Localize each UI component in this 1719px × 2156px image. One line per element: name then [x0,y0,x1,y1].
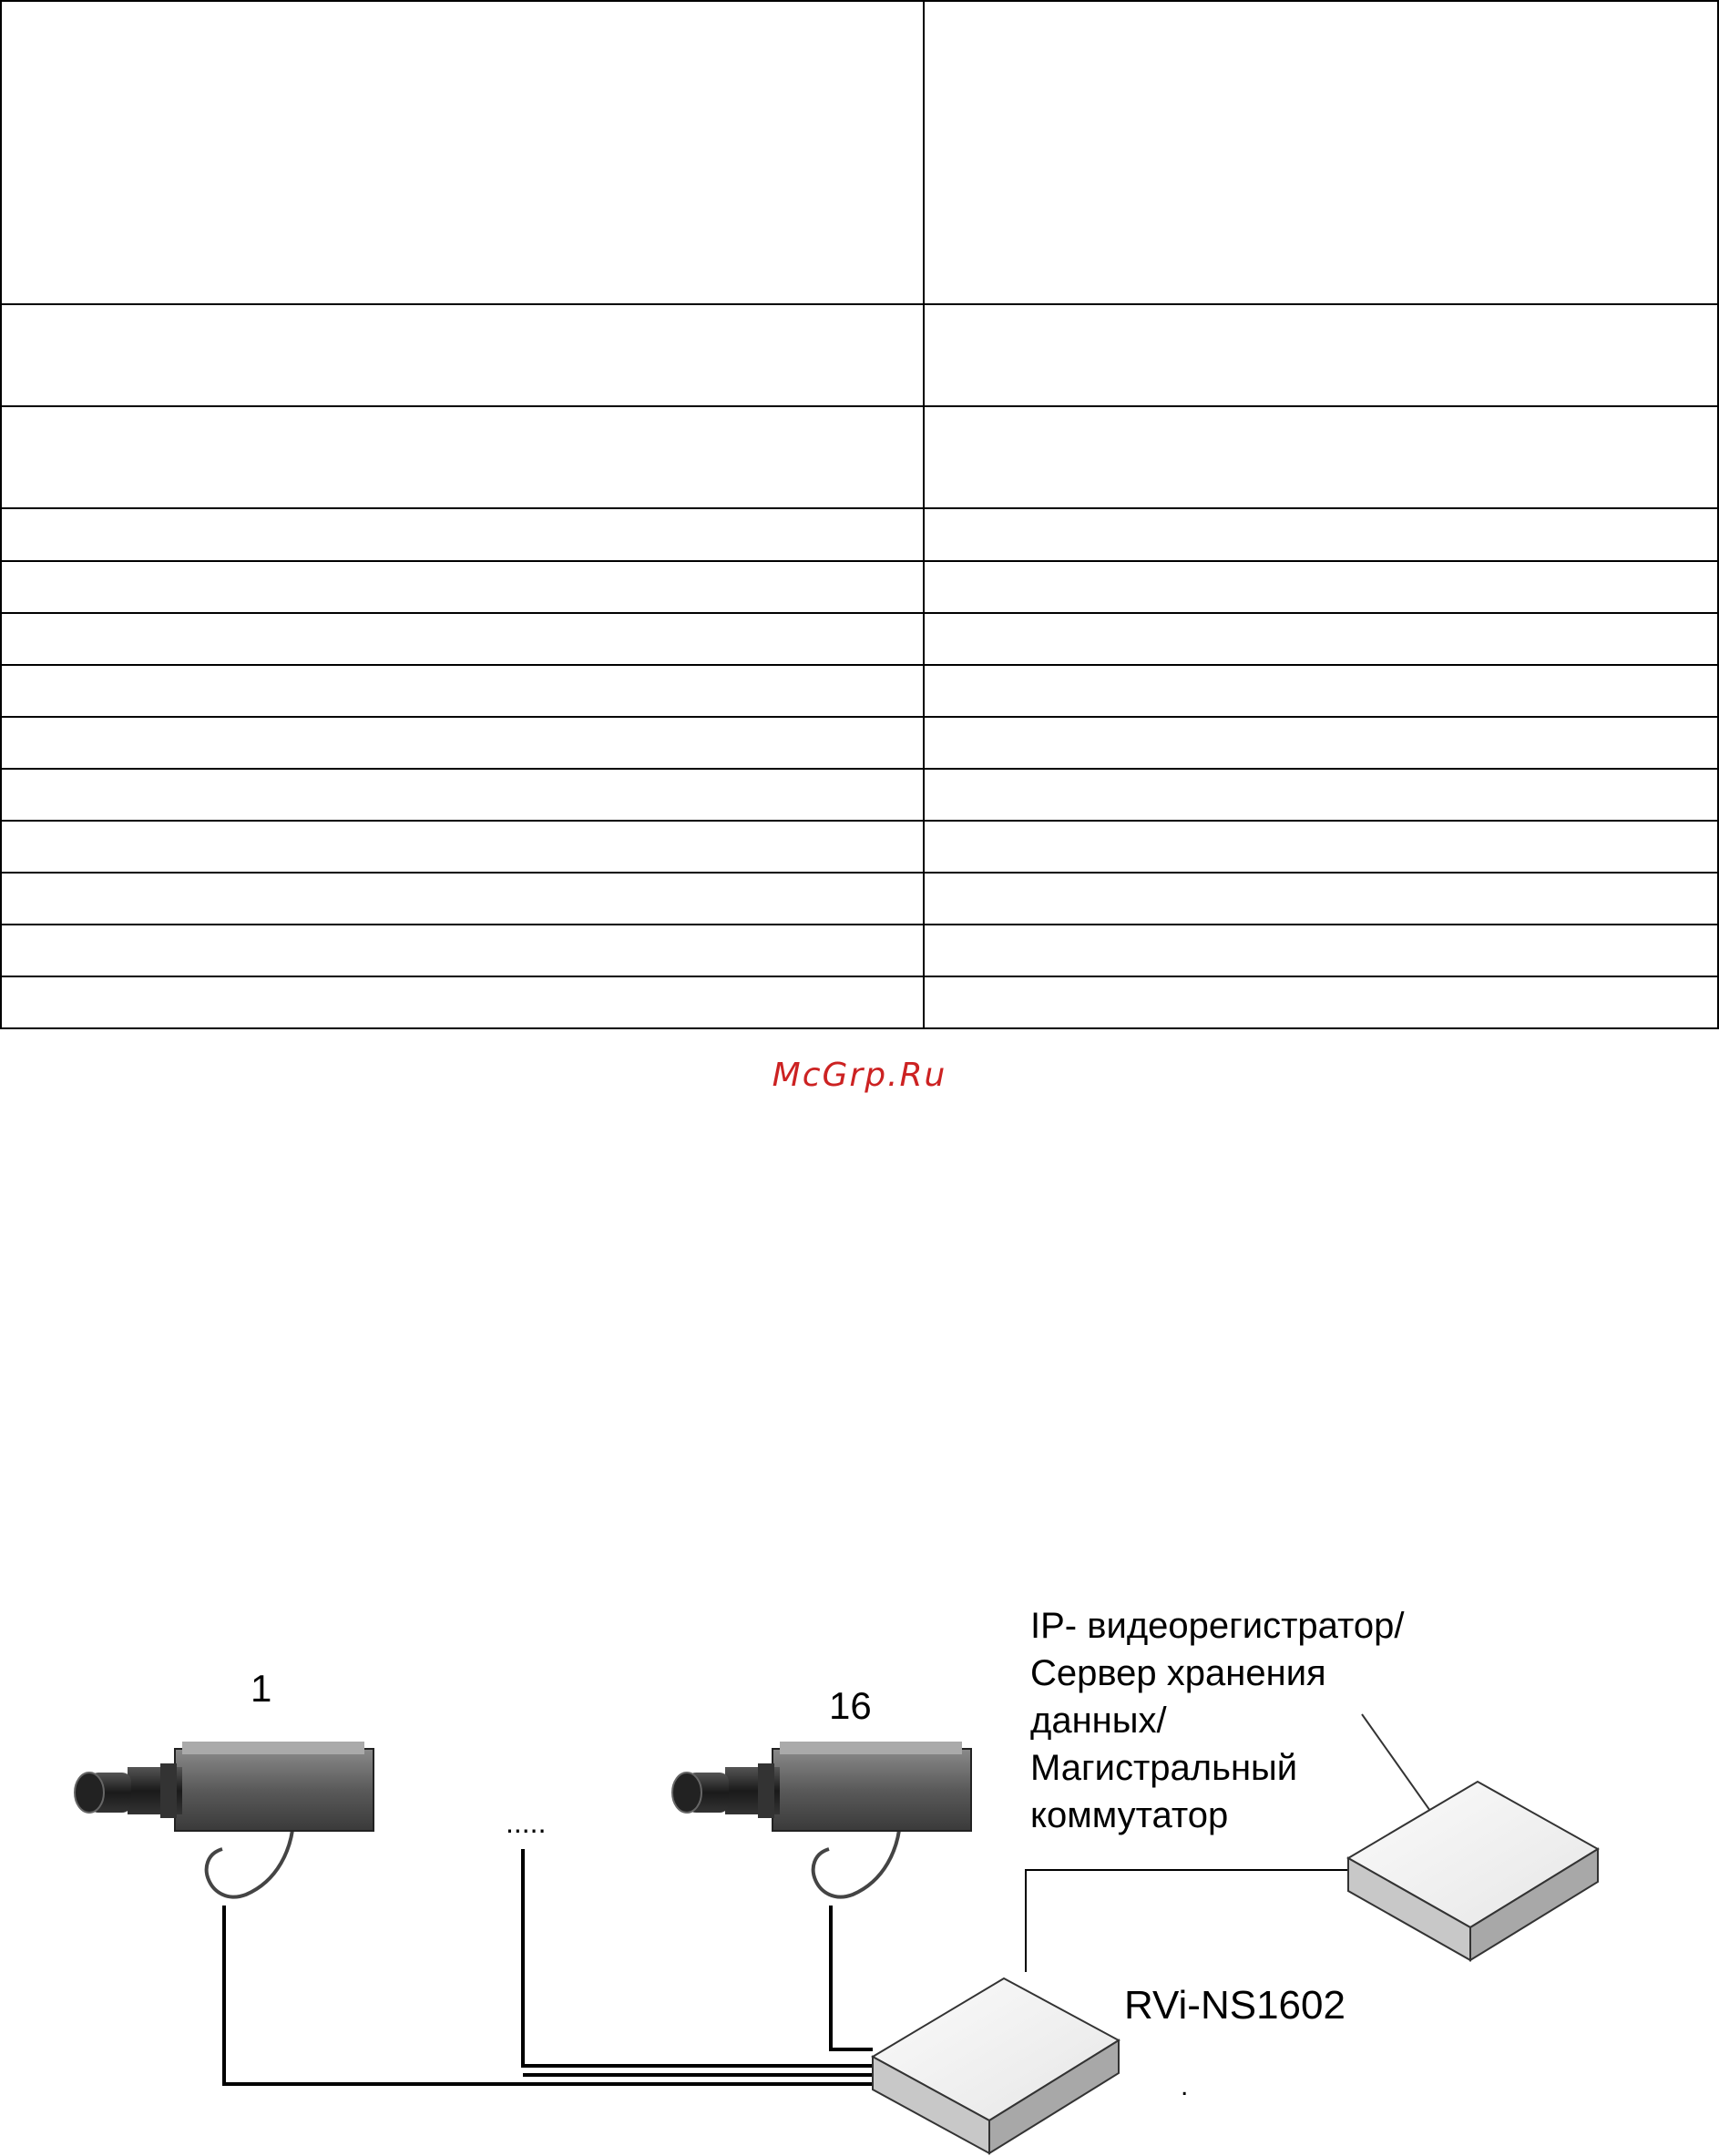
storage-label-line-2: Сервер хранения [1030,1653,1326,1693]
table-cell-param [1,665,924,717]
table-cell-param [1,1,924,304]
table-cell-param [1,406,924,508]
table-row [1,561,1718,613]
switch-label: RVi-NS1602 [1124,1983,1346,2028]
storage-label-line-4: Магистральный [1030,1748,1298,1788]
table-cell-value [924,1,1718,304]
camera-ellipsis: ..... [506,1806,547,1839]
camera-16-icon [672,1742,971,1897]
switch-box-icon [873,1978,1119,2153]
table-cell-param [1,613,924,665]
cable-camera-16 [831,1906,873,2049]
table-cell-value [924,821,1718,873]
stray-dot: . [1181,2071,1189,2101]
table-row [1,976,1718,1028]
table-cell-value [924,665,1718,717]
table-row [1,873,1718,925]
storage-label-line-3: данных/ [1030,1701,1167,1741]
table-cell-param [1,769,924,821]
network-diagram [0,1548,1719,2156]
table-row [1,508,1718,560]
table-row [1,717,1718,769]
cable-uplink [1026,1870,1348,1972]
storage-label [1030,1606,1405,1835]
table-row [1,304,1718,406]
table-cell-param [1,976,924,1028]
cable-camera-1 [224,1906,873,2084]
table-row [1,406,1718,508]
table-cell-value [924,304,1718,406]
spec-table [0,0,1719,1029]
camera-1-label: 1 [251,1667,272,1710]
table-cell-value [924,717,1718,769]
table-cell-value [924,925,1718,976]
table-cell-param [1,717,924,769]
table-cell-value [924,561,1718,613]
table-cell-value [924,873,1718,925]
table-row [1,1,1718,304]
watermark: McGrp.Ru [772,1057,947,1094]
camera-1-icon [75,1742,373,1897]
table-row [1,665,1718,717]
table-cell-value [924,976,1718,1028]
table-cell-param [1,821,924,873]
table-cell-param [1,304,924,406]
table-cell-value [924,613,1718,665]
table-cell-param [1,873,924,925]
table-row [1,925,1718,976]
table-cell-param [1,561,924,613]
table-cell-value [924,508,1718,560]
table-row [1,769,1718,821]
table-cell-value [924,769,1718,821]
table-row [1,821,1718,873]
storage-box-icon [1348,1782,1598,1960]
table-cell-param [1,925,924,976]
camera-16-label: 16 [829,1684,872,1727]
cable-camera-middle [523,1849,873,2066]
storage-label-line-5: коммутатор [1030,1795,1229,1835]
table-cell-value [924,406,1718,508]
storage-label-line-1: IP- видеорегистратор/ [1030,1606,1405,1646]
cables [224,1849,873,2084]
table-cell-param [1,508,924,560]
table-row [1,613,1718,665]
